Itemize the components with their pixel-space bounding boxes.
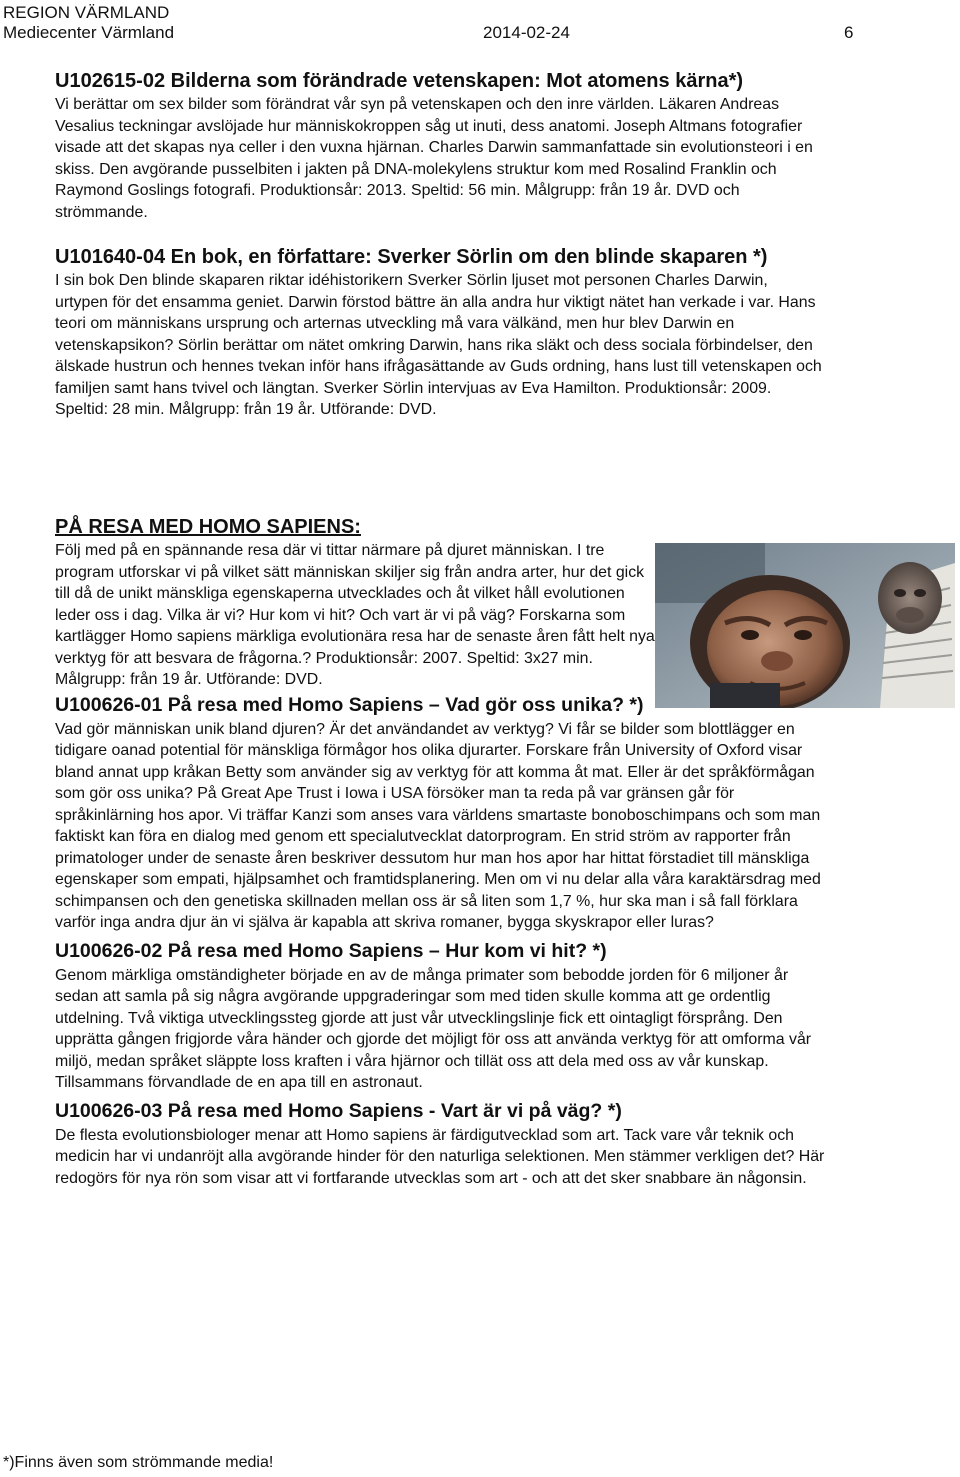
catalog-item-2 [55, 244, 825, 421]
catalog-item-1 [55, 68, 825, 223]
apes-reading-illustration [655, 543, 955, 708]
apes-reading-photo [655, 543, 955, 708]
episode-3-description: De flesta evolutionsbiologer menar att Homo sapiens är färdigutvecklad som art. Tack vare vår teknik och medicin har vi undanröjt alla avgörande hinder för den naturliga selektionen. Men stämmer verkligen det? Här redogörs för nya rön som visar att vi fortfarande utvecklas som art - och att det sker snabbare än någonsin. [55, 1126, 825, 1187]
episode-2-title: U100626-02 På resa med Homo Sapiens – Hur kom vi hit? *) [55, 939, 607, 962]
episode-3-title: U100626-03 På resa med Homo Sapiens - Vart är vi på väg? *) [55, 1099, 622, 1122]
header-date: 2014-02-24 [483, 23, 570, 42]
series-title: PÅ RESA MED HOMO SAPIENS: [55, 516, 361, 538]
episode-2-description: Genom märkliga omständigheter började en av de många primater som bebodde jorden för 6 miljoner år sedan att samla på sig några avgörande uppgraderingar som med tiden skulle komma att ge ordentlig utdelning. Två viktiga utvecklingssteg gjorde att just vår utvecklingslinje fick ett ointagligt försprång. Den upprätta gången frigjorde våra händer och gjorde det möjligt för oss att använda verktyg för att omforma vår miljö, medan språket släppte loss kraften i våra hjärnor och tillät oss att dela med oss av vår kunskap. Tillsammans förvandlade de en apa till en astronaut. [55, 966, 812, 1091]
catalog-item-description: I sin bok Den blinde skaparen riktar idéhistorikern Sverker Sörlin ljuset mot personen Charles Darwin, urtypen för det ensamma geniet. Darwin förstod bättre än alla andra hur viktigt nätet han verkade i var. Hans teori om människans ursprung och arternas utveckling må vara välkänd, men hur blev Darwin en vetenskapsikon? Sörlin berättar om nätet omkring Darwin, hans rika släkt och dess sociala förbindelser, den älskade hustrun och hennes tvekan inför hans ifrågasättande av Guds ordning, hans lust till vetenskapen och familjen samt hans tvivel och längtan. Sverker Sörlin intervjuas av Eva Hamilton. Produktionsår: 2009. Speltid: 28 min. Målgrupp: från 19 år. Utförande: DVD. [55, 272, 822, 418]
catalog-item-title: U102615-02 Bilderna som förändrade vetenskapen: Mot atomens kärna*) [55, 70, 744, 92]
episode-1-description: Vad gör människan unik bland djuren? Är det användandet av verktyg? Vi får se bilder som blottlägger en tidigare oanad potential för mänskliga förmågor hos olika djurarter. Forskare från University of Oxford visar bland annat upp kråkan Betty som använder sig av verktyg för att komma åt mat. Eller är det språkförmågan som gör oss unika? På Great Ape Trust i Iowa i USA försöker man ta reda på var gränsen går för språkinlärning hos apor. Vi träffar Kanzi som anses vara världens smartaste bonoboschimpans och som man faktiskt kan föra en dialog med genom ett specialutvecklat datorprogram. En strid ström av rapporter från primatologer under de senaste åren beskriver dessutom hur man hos apor har hittat förstadiet till mänskliga egenskaper som empati, hjälpsamhet och framtidsplanering. Men om vi nu delar alla våra karaktärsdrag med schimpansen och den genetiska skillnaden mellan oss är så liten som 1,7 %, hur ska man i så fall förklara varför inga andra djur än vi själva är kapabla att skriva romaner, bygga skyskrapor eller luras? [55, 720, 821, 931]
header-department: Mediecenter Värmland [3, 23, 175, 42]
footnote: *)Finns även som strömmande media! [3, 1454, 274, 1471]
episode-1-title: U100626-01 På resa med Homo Sapiens – Vad gör oss unika? *) [55, 693, 644, 716]
header-organization: REGION VÄRMLAND [3, 3, 170, 22]
catalog-item-description: Vi berättar om sex bilder som förändrat vår syn på vetenskapen och den inre världen. Läkaren Andreas Vesalius teckningar avslöjade hur människokroppen såg ut inuti, dess anatomi. Joseph Altmans fotografier visade att det skapas nya celler i den vuxna hjärnan. Charles Darwin sammanfattade sin evolutionsteori i en skiss. Den avgörande pusselbiten i jakten på DNA-molekylens struktur kom med Rosalind Franklin och Raymond Goslings fotografi. Produktionsår: 2013. Speltid: 56 min. Målgrupp: från 19 år. DVD och strömmande. [55, 96, 813, 221]
series-description: Följ med på en spännande resa där vi tittar närmare på djuret människan. I tre program utforskar vi på vilket sätt människan skiljer sig från andra arter, hur det gick till då de unikt mänskliga egenskaperna utvecklades och åt vilket håll evolutionen leder oss i dag. Vilka är vi? Hur kom vi hit? Och vart är vi på väg? Forskarna som kartlägger Homo sapiens märkliga evolutionära resa har de senaste åren fått helt nya verktyg för att besvara de frågorna.? Produktionsår: 2007. Speltid: 3x27 min. Målgrupp: från 19 år. Utförande: DVD. [55, 542, 655, 688]
page-number: 6 [844, 23, 854, 42]
catalog-item-title: U101640-04 En bok, en författare: Sverker Sörlin om den blinde skaparen *) [55, 246, 768, 268]
